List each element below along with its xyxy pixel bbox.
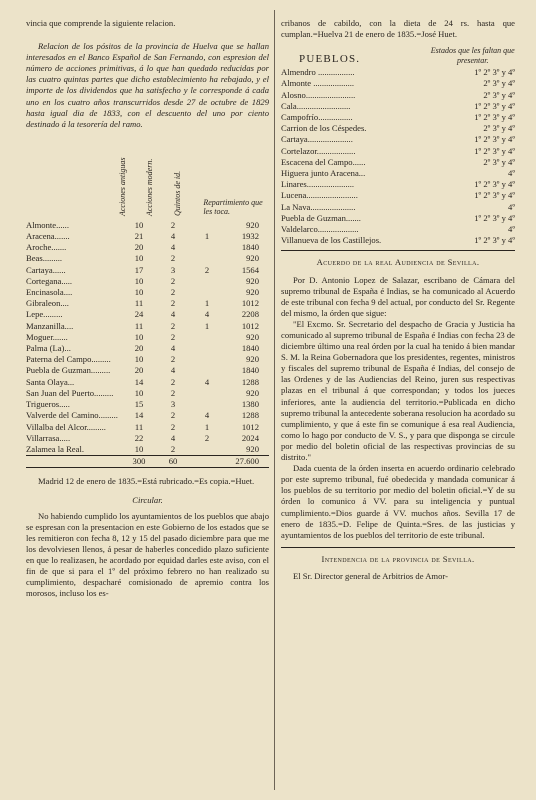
- table-row: [26, 332, 269, 343]
- row-quintos: [190, 365, 224, 376]
- acuerdo-para-3: Dada cuenta de la órden inserta en acuerdo ordinario celebrado por este supremo tribunal, fué obedecida y mandada comunicar á los pueblos de su territorio por medio del boletin oficial.=Y de su órden lo comunico á VV. para su inteligencia y puntual cumplimiento.=Dios guarde á VV. muchos años. Sevilla 17 de enero de 1835.=D. Felipe de Quinta.=Sres. de las justicias y ayuntamientos de los pueblos del territorio de este tribunal.: [281, 463, 515, 540]
- pueblo-row: [281, 157, 515, 168]
- table-header: [26, 136, 269, 216]
- row-quintos: 1: [204, 320, 210, 331]
- row-quintos: 1: [204, 421, 210, 432]
- row-repartimiento: 920: [246, 387, 259, 398]
- table-row: [26, 287, 269, 298]
- pueblo-row: [281, 134, 515, 145]
- row-acciones-modernas: 2: [170, 387, 176, 398]
- pueblo-name: Campofrío................: [281, 112, 353, 122]
- table-row: [26, 377, 269, 388]
- row-name: Valverde del Camino.........: [26, 410, 118, 421]
- pueblo-name: Puebla de Guzman.......: [281, 212, 361, 223]
- pueblo-row: [281, 146, 515, 157]
- table-row: [26, 388, 269, 399]
- pueblos-header: [281, 46, 515, 65]
- row-acciones-modernas: 4: [170, 231, 176, 242]
- pueblo-name: Valdelarco...................: [281, 224, 359, 235]
- row-name: Lepe.........: [26, 309, 63, 320]
- row-name: Almonte......: [26, 219, 69, 230]
- row-acciones-modernas: 2: [170, 287, 176, 298]
- table-row: [26, 399, 269, 410]
- circular-title: Circular.: [132, 495, 163, 506]
- row-quintos: [190, 332, 224, 343]
- row-repartimiento: 1012: [241, 298, 259, 309]
- table-row: [26, 309, 269, 320]
- row-acciones-antiguas: 20: [134, 365, 144, 376]
- row-repartimiento: 1564: [241, 264, 259, 275]
- row-name: Gibraleon....: [26, 298, 69, 309]
- row-acciones-modernas: 4: [170, 432, 176, 443]
- row-acciones-antiguas: 10: [134, 253, 144, 264]
- pueblo-name: Linares......................: [281, 179, 355, 190]
- header-repartimiento: Repartimiento que les toca.: [203, 197, 263, 216]
- row-name: Palma (La)...: [26, 343, 71, 354]
- row-acciones-modernas: 2: [170, 253, 176, 264]
- row-acciones-modernas: 4: [170, 242, 176, 253]
- pueblo-row: [281, 67, 515, 78]
- left-column: [26, 18, 269, 599]
- row-name: Puebla de Guzman.........: [26, 365, 111, 376]
- table-row: [26, 231, 269, 242]
- totals-row: [26, 456, 269, 468]
- row-acciones-antiguas: 10: [134, 331, 144, 342]
- pueblo-row: [281, 112, 515, 123]
- column-divider: [274, 10, 275, 790]
- table-row: [26, 265, 269, 276]
- madrid-signature: Madrid 12 de enero de 1835.=Está rubricado.=Es copia.=Huet.: [38, 476, 255, 487]
- table-row: [26, 422, 269, 433]
- row-acciones-antiguas: 11: [134, 320, 144, 331]
- pueblo-estados: 1º 2º 3º y 4º: [474, 145, 515, 156]
- row-repartimiento: 1840: [241, 343, 259, 354]
- row-acciones-antiguas: 15: [134, 399, 144, 410]
- row-acciones-antiguas: 10: [134, 354, 144, 365]
- row-repartimiento: 920: [246, 287, 259, 298]
- pueblo-estados: 1º 2º 3º y 4º: [474, 235, 515, 246]
- row-repartimiento: 1380: [241, 399, 259, 410]
- total-d: 27.600: [224, 456, 269, 468]
- row-quintos: [190, 399, 224, 410]
- right-column: [281, 18, 515, 582]
- row-acciones-antiguas: 22: [134, 432, 144, 443]
- row-acciones-modernas: 4: [170, 365, 176, 376]
- row-acciones-antiguas: 10: [134, 219, 144, 230]
- row-name: San Juan del Puerto.........: [26, 387, 114, 398]
- row-repartimiento: 1840: [241, 242, 259, 253]
- pueblo-row: [281, 235, 515, 246]
- pueblo-row: [281, 78, 515, 89]
- row-quintos: [190, 444, 224, 456]
- pueblos-heading: PUEBLOS.: [299, 53, 361, 66]
- row-acciones-antiguas: 10: [134, 387, 144, 398]
- row-quintos: 2: [204, 264, 210, 275]
- pueblo-estados: 1º 2º 3º y 4º: [474, 134, 515, 145]
- row-acciones-antiguas: 11: [134, 298, 144, 309]
- row-acciones-modernas: 2: [170, 376, 176, 387]
- pueblo-name: La Nava.....................: [281, 201, 356, 212]
- row-name: Villarrasa.....: [26, 432, 71, 443]
- row-repartimiento: 920: [246, 331, 259, 342]
- pueblo-name: Escacena del Campo......: [281, 156, 366, 167]
- pueblo-estados: 1º 2º 3º y 4º: [474, 212, 515, 223]
- table-row: [26, 433, 269, 444]
- pueblo-name: Carrion de los Céspedes.: [281, 123, 367, 134]
- table-row: [26, 276, 269, 287]
- intendencia-title: Intendencia de la provincia de Sevilla.: [321, 553, 475, 564]
- table-row: [26, 242, 269, 253]
- acuerdo-para-2: "El Excmo. Sr. Secretario del despacho de Gracia y Justicia ha comunicado al supremo tribunal de España é Indias con fecha 23 de diciembre último una real órden por la cual ha tenido á bien mandar S. M. la Reina Gobernadora que los presidentes, regentes, ministros y fiscales del supremo tribunal de España é Indias, del consejo de las Ordenes y de las Audiencias del Reino, juren sus respectivas plazas en el tribunal á que correspondan; y todos los jueces inferiores, ante la audiencia del territorio.=Publicada en dicho supremo tribunal la antecedente soberana resolucion ha acordado su cumplimiento, y que á este fin se comunique á esa real Audiencia, como lo hago por conducto de V. S., y para que disponga se circule por medio del boletin oficial de las respectivas provincias de su distrito.": [281, 318, 515, 463]
- table-row: [26, 354, 269, 365]
- row-acciones-modernas: 2: [170, 331, 176, 342]
- row-quintos: [190, 287, 224, 298]
- row-acciones-modernas: 3: [170, 399, 176, 410]
- row-repartimiento: 920: [246, 253, 259, 264]
- pueblo-name: Higuera junto Aracena...: [281, 168, 366, 179]
- row-name: Trigueros.....: [26, 399, 70, 410]
- pueblo-estados: 4º: [508, 224, 515, 235]
- row-quintos: [190, 388, 224, 399]
- row-quintos: 4: [204, 376, 210, 387]
- pueblo-name: Cortelazor..................: [281, 145, 356, 156]
- pueblo-estados: 2º 3º y 4º: [483, 123, 515, 134]
- row-repartimiento: 1288: [241, 410, 259, 421]
- top-line: vincia que comprende la siguiente relacion.: [26, 18, 176, 28]
- row-name: Villalba del Alcor.........: [26, 421, 106, 432]
- total-a: 300: [122, 456, 156, 468]
- row-name: Manzanilla....: [26, 320, 74, 331]
- pueblo-row: [281, 168, 515, 179]
- row-name: Zalamea la Real.: [26, 443, 84, 454]
- acuerdo-title: Acuerdo de la real Audiencia de Sevilla.: [316, 257, 480, 268]
- row-repartimiento: 1932: [241, 231, 259, 242]
- row-acciones-modernas: 2: [170, 443, 176, 454]
- table-row: [26, 410, 269, 421]
- row-acciones-antiguas: 10: [134, 275, 144, 286]
- pueblo-name: Almendro .................: [281, 67, 355, 78]
- row-acciones-modernas: 2: [170, 298, 176, 309]
- row-repartimiento: 920: [246, 219, 259, 230]
- row-acciones-modernas: 2: [170, 320, 176, 331]
- pueblo-estados: 2º 3º y 4º: [483, 156, 515, 167]
- pueblo-row: [281, 224, 515, 235]
- row-quintos: [190, 253, 224, 264]
- row-name: Encinasola....: [26, 287, 73, 298]
- pueblos-table: [281, 67, 515, 246]
- row-acciones-modernas: 2: [170, 421, 176, 432]
- pueblo-row: [281, 213, 515, 224]
- row-acciones-antiguas: 17: [134, 264, 144, 275]
- row-repartimiento: 2024: [241, 432, 259, 443]
- row-acciones-antiguas: 10: [134, 287, 144, 298]
- pueblo-row: [281, 190, 515, 201]
- positos-table: [26, 220, 269, 468]
- table-row: [26, 444, 269, 456]
- pueblo-estados: 2º 3º y 4º: [483, 89, 515, 100]
- pueblo-row: [281, 123, 515, 134]
- row-name: Aroche.......: [26, 242, 67, 253]
- table-row: [26, 343, 269, 354]
- row-acciones-modernas: 2: [170, 219, 176, 230]
- row-repartimiento: 920: [246, 443, 259, 454]
- row-acciones-antiguas: 20: [134, 242, 144, 253]
- row-name: Paterna del Campo.........: [26, 354, 111, 365]
- row-quintos: 1: [204, 231, 210, 242]
- pueblo-estados: 1º 2º 3º y 4º: [474, 100, 515, 111]
- table-row: [26, 365, 269, 376]
- total-b: 60: [156, 456, 190, 468]
- pueblo-estados: 4º: [508, 168, 515, 179]
- row-acciones-modernas: 4: [170, 309, 176, 320]
- pueblo-name: Lucena........................: [281, 190, 358, 201]
- row-acciones-antiguas: 21: [134, 231, 144, 242]
- pueblo-estados: 2º 3º y 4º: [483, 78, 515, 89]
- pueblo-row: [281, 90, 515, 101]
- row-quintos: 4: [204, 410, 210, 421]
- separator-rule-2: [281, 547, 515, 548]
- pueblo-estados: 1º 2º 3º y 4º: [474, 112, 515, 122]
- pueblo-estados: 1º 2º 3º y 4º: [474, 67, 515, 78]
- row-acciones-modernas: 2: [170, 354, 176, 365]
- pueblo-name: Villanueva de los Castillejos.: [281, 235, 382, 246]
- row-quintos: 2: [204, 432, 210, 443]
- header-acciones-modernas: Acciones modern.: [145, 158, 155, 216]
- pueblo-estados: 1º 2º 3º y 4º: [474, 190, 515, 201]
- row-acciones-modernas: 4: [170, 343, 176, 354]
- row-name: Beas.........: [26, 253, 63, 264]
- row-quintos: [190, 276, 224, 287]
- pueblo-name: Cala.........................: [281, 100, 351, 111]
- table-row: [26, 220, 269, 231]
- row-repartimiento: 920: [246, 354, 259, 365]
- row-repartimiento: 1012: [241, 421, 259, 432]
- row-repartimiento: 1288: [241, 376, 259, 387]
- circular-text: No habiendo cumplido los ayuntamientos de los pueblos que abajo se espresan con la presentacion en este Gobierno de los estados que se les remitieron con fecha 8, 12 y 15 del pasado diciembre para que me los devolviesen llenos, á pesar de haberles concedido plazo suficiente en que lo realizasen, he acordado por equidad darles este aviso, con el fin de que si para el 1º del próximo febrero no han realizado su cumplimiento, despacharé comisionado de apremio contra los morosos, incluso los es-: [26, 510, 269, 599]
- row-acciones-antiguas: 10: [134, 443, 144, 454]
- table-row: [26, 298, 269, 309]
- relacion-intro: Relacion de los pósitos de la provincia de Huelva que se hallan interesados en el Banco Español de San Fernando, con espresion del número de acciones primitivas, á lo que han quedado reducidas por las cuatro quintas partes que dicho establecimiento ha rebajado, y el importe de los dividendos que ha satisfecho y le corresponde á cada uno en los cuatro años transcurridos desde 27 de octubre de 1829 hasta igual dia de 1833, con el descuento del uno por ciento destinado á la tesorería del ramo.: [26, 41, 269, 129]
- table-row: [26, 253, 269, 264]
- row-repartimiento: 920: [246, 275, 259, 286]
- separator-rule: [281, 250, 515, 251]
- row-quintos: 1: [204, 298, 210, 309]
- row-acciones-modernas: 3: [170, 264, 176, 275]
- row-quintos: [190, 242, 224, 253]
- row-quintos: [190, 220, 224, 231]
- pueblo-estados: 1º 2º 3º y 4º: [474, 179, 515, 190]
- pueblo-row: [281, 202, 515, 213]
- pueblo-name: Cartaya.....................: [281, 134, 353, 145]
- pueblo-estados: 4º: [508, 201, 515, 212]
- row-acciones-antiguas: 14: [134, 376, 144, 387]
- pueblo-row: [281, 101, 515, 112]
- table-row: [26, 321, 269, 332]
- row-acciones-modernas: 2: [170, 275, 176, 286]
- pueblo-name: Alosno.......................: [281, 89, 356, 100]
- pueblo-row: [281, 179, 515, 190]
- row-name: Santa Olaya...: [26, 376, 75, 387]
- row-repartimiento: 1012: [241, 320, 259, 331]
- estados-heading: Estados que les faltan que presentar.: [430, 46, 515, 65]
- row-name: Cortegana.....: [26, 275, 73, 286]
- header-acciones-antiguas: Acciones antiguas: [117, 157, 127, 216]
- row-quintos: 4: [204, 309, 210, 320]
- row-name: Aracena.......: [26, 231, 70, 242]
- row-name: Cartaya......: [26, 264, 66, 275]
- row-quintos: [190, 354, 224, 365]
- row-repartimiento: 2208: [241, 309, 259, 320]
- last-line: El Sr. Director general de Arbitrios de Amor-: [293, 570, 448, 581]
- acuerdo-para-1: Por D. Antonio Lopez de Salazar, escribano de Cámara del supremo tribunal de España é Indias, se ha comunicado al Acuerdo de este tribunal con fecha 9 del actual, por conducto del Sr. Regente del mismo, la órden que sigue:: [281, 274, 515, 318]
- right-top-para: cribanos de cabildo, con la dieta de 24 rs. hasta que cumplan.=Huelva 21 de enero de 1835.=José Huet.: [281, 18, 515, 40]
- row-acciones-antiguas: 24: [134, 309, 144, 320]
- pueblo-name: Almonte ...................: [281, 78, 355, 89]
- row-acciones-antiguas: 11: [134, 421, 144, 432]
- row-acciones-modernas: 2: [170, 410, 176, 421]
- row-quintos: [190, 343, 224, 354]
- row-acciones-antiguas: 14: [134, 410, 144, 421]
- row-name: Moguer.......: [26, 331, 68, 342]
- header-quintos: Quintos de id.: [173, 170, 183, 216]
- row-acciones-antiguas: 20: [134, 343, 144, 354]
- row-repartimiento: 1840: [241, 365, 259, 376]
